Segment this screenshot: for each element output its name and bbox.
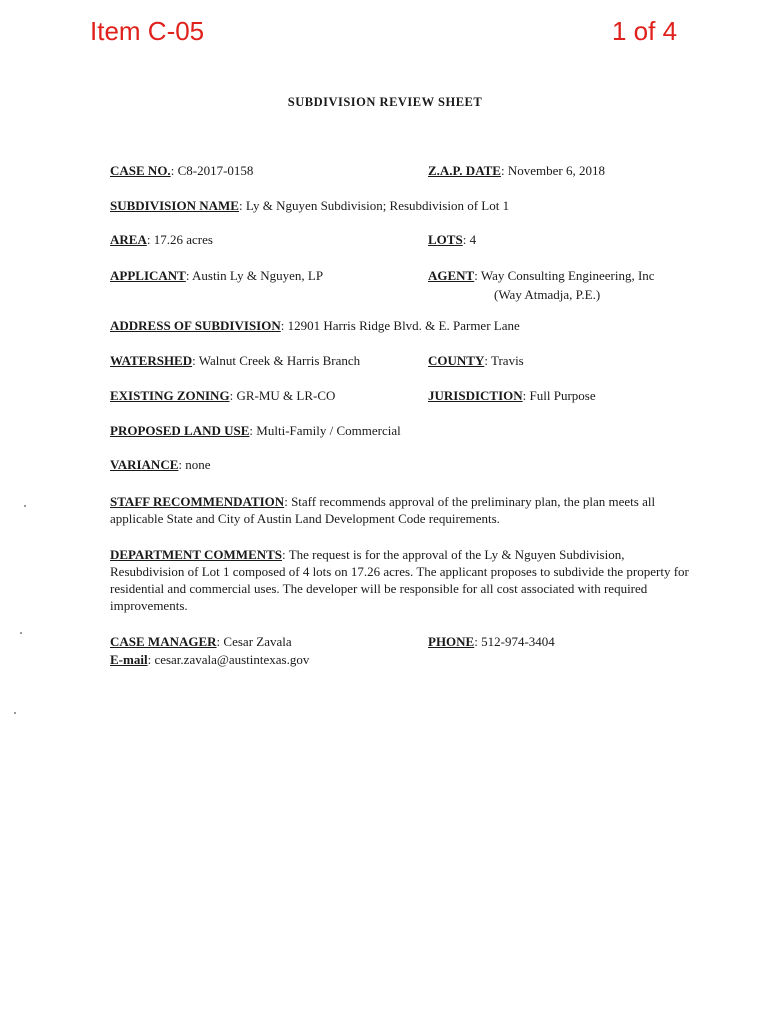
case-manager-field: CASE MANAGER: Cesar Zavala [110,634,292,649]
lots-label: LOTS [428,232,463,247]
agent-contact: (Way Atmadja, P.E.) [494,287,601,302]
variance-value: none [185,457,211,472]
existing-zoning-label: EXISTING ZONING [110,388,230,403]
department-comments-label: DEPARTMENT COMMENTS [110,547,283,562]
proposed-land-use-label: PROPOSED LAND USE [110,423,250,438]
address-value: 12901 Harris Ridge Blvd. & E. Parmer Lane [287,318,520,333]
lots-field: LOTS: 4 [428,232,477,247]
applicant-label: APPLICANT [110,268,186,283]
subdivision-name-label: SUBDIVISION NAME [110,198,239,213]
zap-date-field: Z.A.P. DATE: November 6, 2018 [428,163,605,178]
watershed-label: WATERSHED [110,353,193,368]
case-manager-label: CASE MANAGER [110,634,217,649]
staff-recommendation-text: Staff recommends approval of the preliminary plan, the plan meets all applicable State and City of Austin Land Development Code requirements. [110,494,656,526]
agent-value: Way Consulting Engineering, Inc [480,268,655,283]
scan-mark [24,505,26,507]
sheet-title: SUBDIVISION REVIEW SHEET [287,95,483,109]
agent-label: AGENT [428,268,475,283]
jurisdiction-value: Full Purpose [529,388,596,403]
subdivision-name-field: SUBDIVISION NAME: Ly & Nguyen Subdivision; Resubdivision of Lot 1 [110,198,510,213]
phone-label: PHONE [428,634,475,649]
case-no-field: CASE NO.: C8-2017-0158 [110,163,254,178]
staff-recommendation-field: STAFF RECOMMENDATION: Staff recommends approval of the preliminary plan, the plan meets all applicable State and City of Austin Land Development Code requirements. [110,494,656,526]
item-label: Item C-05 [90,16,205,46]
area-label: AREA [110,232,147,247]
email-value[interactable]: cesar.zavala@austintexas.gov [154,652,310,667]
jurisdiction-label: JURISDICTION [428,388,523,403]
case-no-label: CASE NO. [110,163,171,178]
email-field: E-mail: cesar.zavala@austintexas.gov [110,652,310,667]
department-comments-text: The request is for the approval of the Ly & Nguyen Subdivision, Resubdivision of Lot 1 composed of 4 lots on 17.26 acres. The applicant proposes to subdivide the property for residential and commercial uses. The developer will be responsible for all cost associated with required improvements. [110,547,689,613]
scan-mark [20,632,22,634]
area-field: AREA: 17.26 acres [110,232,213,247]
existing-zoning-field: EXISTING ZONING: GR-MU & LR-CO [110,388,336,403]
applicant-field: APPLICANT: Austin Ly & Nguyen, LP [110,268,324,283]
phone-field: PHONE: 512-974-3404 [428,634,555,649]
department-comments-field: DEPARTMENT COMMENTS: The request is for the approval of the Ly & Nguyen Subdivision, Resubdivision of Lot 1 composed of 4 lots on 17.26 acres. The applicant proposes to subdivide the property for residential and commercial uses. The developer will be responsible for all cost associated with required improvements. [110,547,689,613]
area-value: 17.26 acres [153,232,213,247]
applicant-value: Austin Ly & Nguyen, LP [192,268,324,283]
email-label: E-mail [110,652,148,667]
lots-value: 4 [469,232,477,247]
jurisdiction-field: JURISDICTION: Full Purpose [428,388,596,403]
county-field: COUNTY: Travis [428,353,524,368]
zap-date-label: Z.A.P. DATE [428,163,501,178]
watershed-field: WATERSHED: Walnut Creek & Harris Branch [110,353,361,368]
case-manager-value: Cesar Zavala [223,634,292,649]
address-label: ADDRESS OF SUBDIVISION [110,318,281,333]
agent-field: AGENT: Way Consulting Engineering, Inc [428,268,655,283]
scan-mark [14,712,16,714]
county-label: COUNTY [428,353,485,368]
watershed-value: Walnut Creek & Harris Branch [198,353,361,368]
zap-date-value: November 6, 2018 [507,163,605,178]
proposed-land-use-field: PROPOSED LAND USE: Multi-Family / Commercial [110,423,401,438]
phone-value: 512-974-3404 [481,634,555,649]
address-field: ADDRESS OF SUBDIVISION: 12901 Harris Ridge Blvd. & E. Parmer Lane [110,318,520,333]
county-value: Travis [490,353,524,368]
variance-field: VARIANCE: none [110,457,211,472]
variance-label: VARIANCE [110,457,179,472]
case-no-value: C8-2017-0158 [177,163,254,178]
staff-recommendation-label: STAFF RECOMMENDATION [110,494,285,509]
proposed-land-use-value: Multi-Family / Commercial [256,423,401,438]
subdivision-name-value: Ly & Nguyen Subdivision; Resubdivision of Lot 1 [245,198,510,213]
page-count: 1 of 4 [612,16,678,46]
existing-zoning-value: GR-MU & LR-CO [236,388,336,403]
